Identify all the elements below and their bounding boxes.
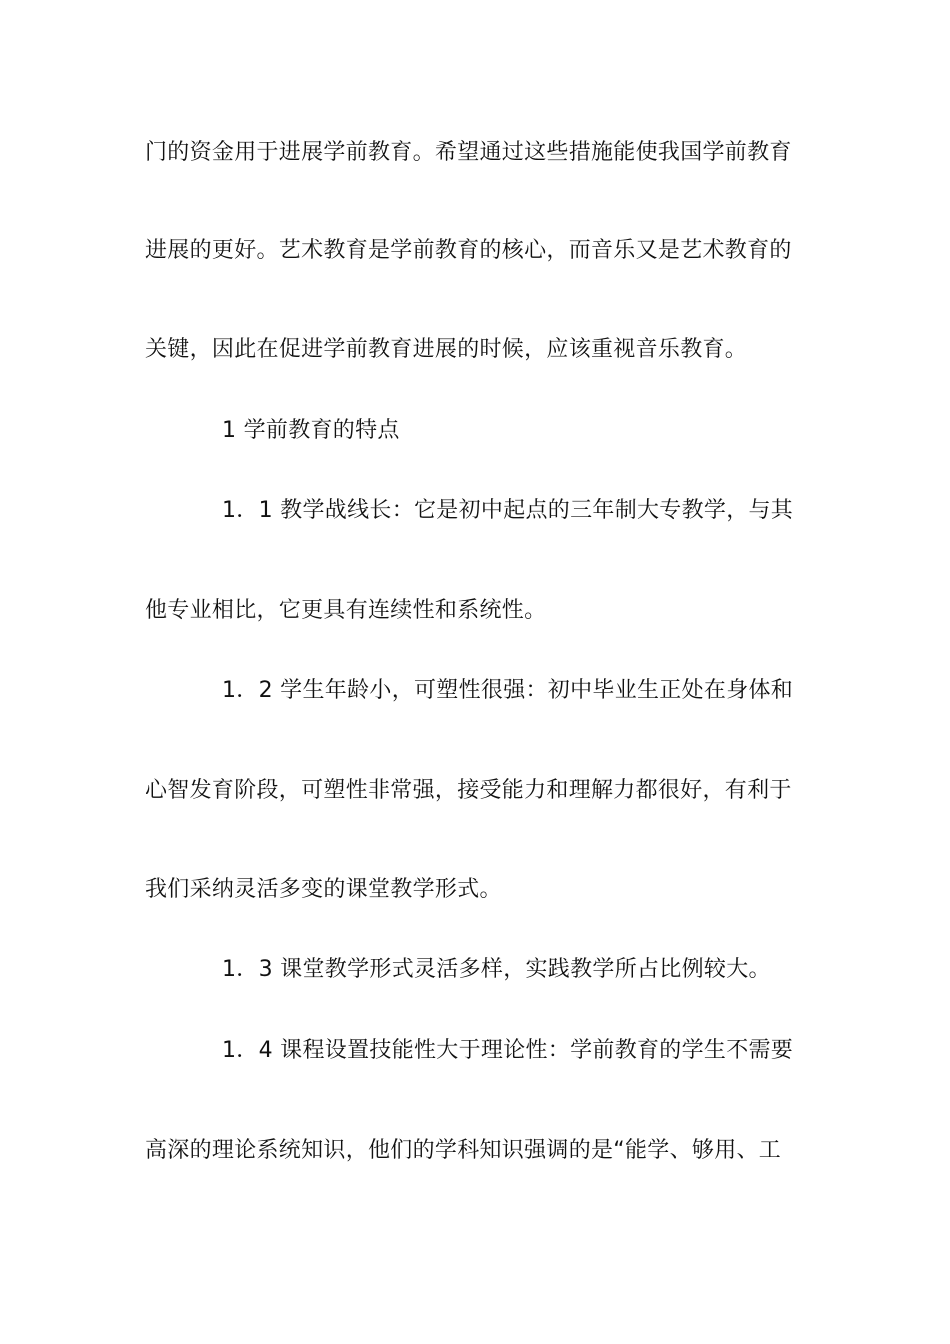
section-heading: 1 学前教育的特点 — [222, 418, 400, 443]
text-line-6: 他专业相比，它更具有连续性和系统性。 — [145, 598, 547, 623]
text-line-3: 关键，因此在促进学前教育进展的时候，应该重视音乐教育。 — [145, 337, 748, 362]
text-line-7: 1．2 学生年龄小，可塑性很强：初中毕业生正处在身体和 — [222, 678, 794, 703]
text-line-10: 1．3 课堂教学形式灵活多样，实践教学所占比例较大。 — [222, 957, 771, 982]
text-line-8: 心智发育阶段，可塑性非常强，接受能力和理解力都很好，有利于 — [145, 778, 792, 803]
text-line-12: 高深的理论系统知识，他们的学科知识强调的是“能学、够用、工 — [145, 1138, 782, 1163]
text-line-2: 进展的更好。艺术教育是学前教育的核心，而音乐又是艺术教育的 — [145, 238, 792, 263]
text-line-5: 1．1 教学战线长：它是初中起点的三年制大专教学，与其 — [222, 498, 794, 523]
text-line-1: 门的资金用于进展学前教育。希望通过这些措施能使我国学前教育 — [145, 140, 792, 165]
text-line-9: 我们采纳灵活多变的课堂教学形式。 — [145, 877, 502, 902]
text-line-11: 1．4 课程设置技能性大于理论性：学前教育的学生不需要 — [222, 1038, 794, 1063]
